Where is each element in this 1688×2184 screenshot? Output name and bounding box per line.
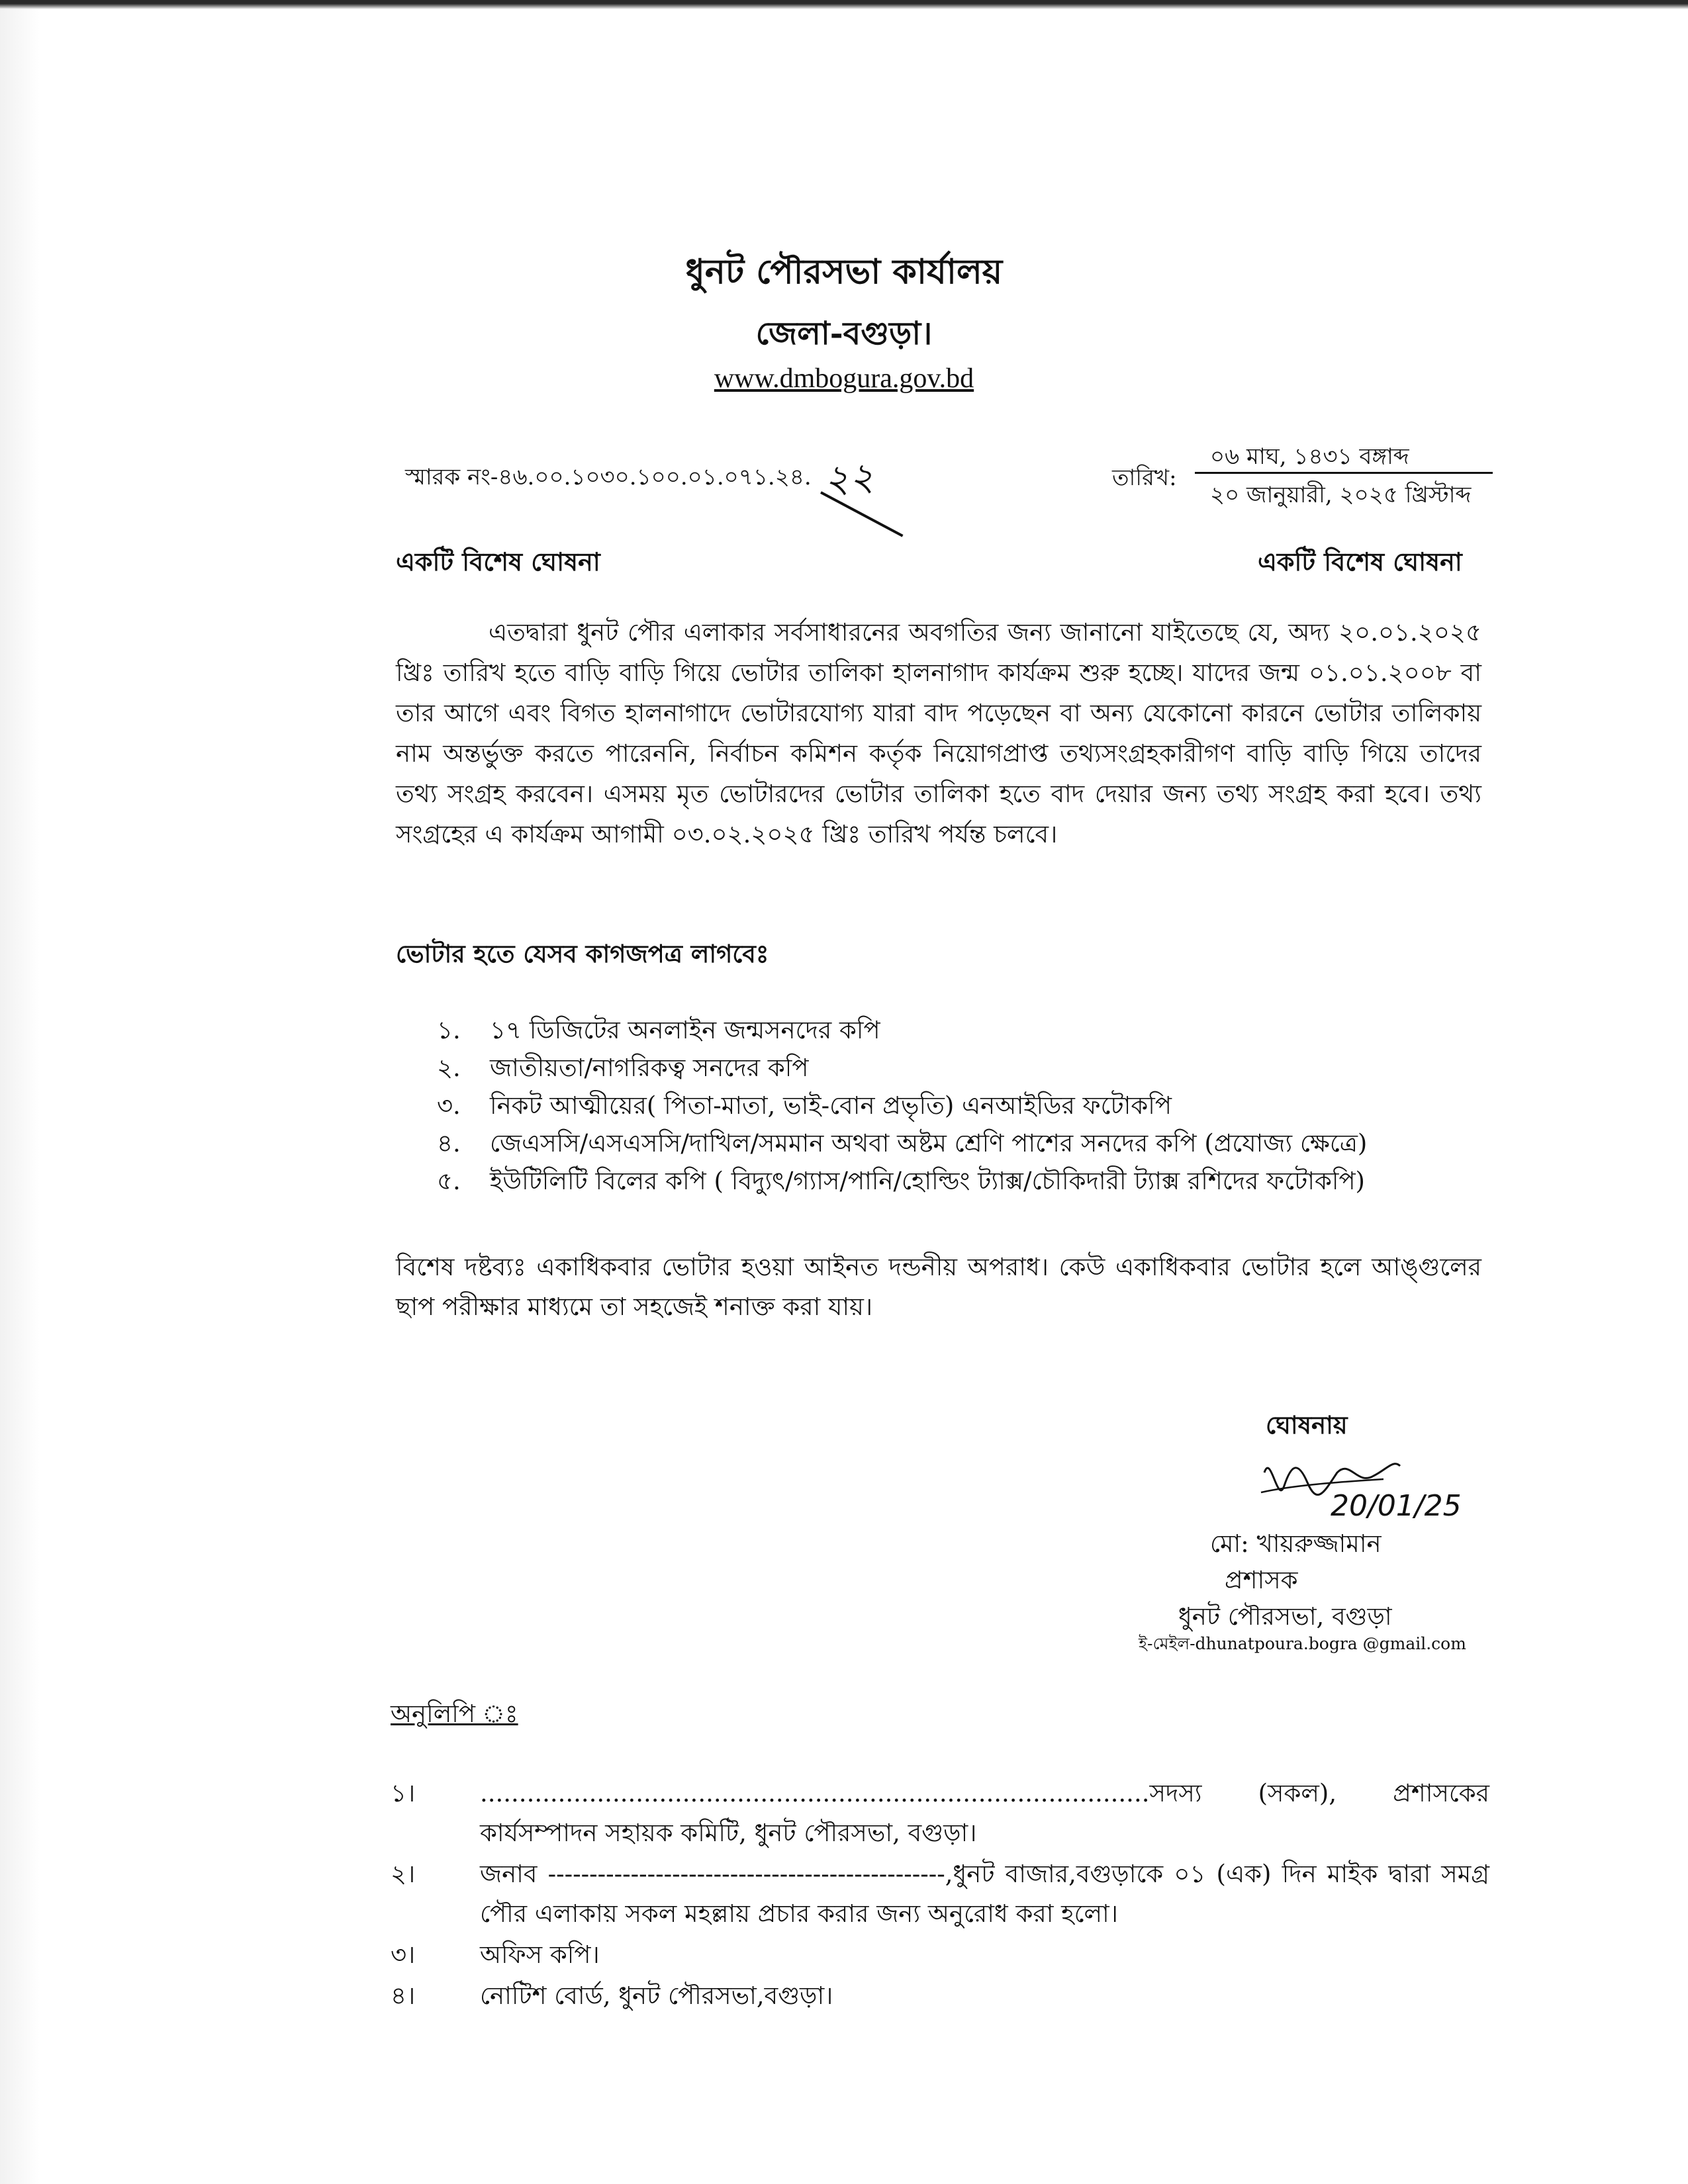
memo-handwritten-serial: ২২ bbox=[822, 453, 876, 502]
date-divider bbox=[1195, 472, 1493, 474]
list-item-number: ৫. bbox=[437, 1167, 461, 1195]
list-item bbox=[437, 1049, 1529, 1087]
signatory-name: মো: খায়রুজ্জামান bbox=[1210, 1529, 1382, 1558]
signatory-office: ধুনট পৌরসভা, বগুড়া bbox=[1178, 1602, 1392, 1631]
copies-heading: অনুলিপি ঃ bbox=[391, 1700, 518, 1728]
notice-title-left: একটি বিশেষ ঘোষনা bbox=[396, 547, 600, 576]
list-item bbox=[437, 1011, 1529, 1049]
signature-date: 20/01/25 bbox=[1331, 1489, 1462, 1523]
date-bengali-calendar: ০৬ মাঘ, ১৪৩১ বঙ্গাব্দ bbox=[1210, 443, 1409, 470]
date-gregorian-calendar: ২০ জানুয়ারী, ২০২৫ খ্রিস্টাব্দ bbox=[1210, 482, 1472, 508]
copies-list bbox=[391, 1774, 1489, 2017]
list-item-text: নিকট আত্মীয়ের( পিতা-মাতা, ভাই-বোন প্রভৃতি) এনআইডির ফটোকপি bbox=[490, 1091, 1172, 1120]
notice-title-right: একটি বিশেষ ঘোষনা bbox=[1258, 547, 1462, 576]
copy-text: ......................................................................................সদস্য (সকল), প্রশাসকের কার্যসম্পাদন সহায়ক কমিটি, ধুনট পৌরসভা, বগুড়া। bbox=[480, 1779, 1489, 1847]
copy-number: ৩। bbox=[391, 1940, 416, 1969]
date-label: তারিখ: bbox=[1112, 465, 1177, 491]
documents-list bbox=[437, 1011, 1529, 1200]
list-item-number: ৪. bbox=[437, 1129, 461, 1158]
website-link[interactable]: www.dmbogura.gov.bd bbox=[714, 363, 974, 394]
copy-text: নোটিশ বোর্ড, ধুনট পৌরসভা,বগুড়া। bbox=[480, 1981, 833, 2010]
list-item-number: ৩. bbox=[437, 1091, 461, 1120]
signatory-title: প্রশাসক bbox=[1225, 1566, 1298, 1594]
memo-number: স্মারক নং-৪৬.০০.১০৩০.১০০.০১.০৭১.২৪. bbox=[405, 464, 812, 490]
list-item bbox=[437, 1087, 1529, 1124]
list-item-text: ১৭ ডিজিটের অনলাইন জন্মসনদের কপি bbox=[490, 1016, 880, 1044]
documents-heading: ভোটার হতে যেসব কাগজপত্র লাগবেঃ bbox=[396, 939, 769, 968]
district-name: জেলা-বগুড়া। bbox=[755, 315, 933, 352]
copy-list-item bbox=[391, 1774, 1489, 1853]
handwritten-signature bbox=[1251, 1446, 1463, 1525]
special-note: বিশেষ দষ্টব্যঃ একাধিকবার ভোটার হওয়া আইনত দন্ডনীয় অপরাধ। কেউ একাধিকবার ভোটার হলে আঙ্গুলের ছাপ পরীক্ষার মাধ্যমে তা সহজেই শনাক্ত করা যায়। bbox=[396, 1253, 1481, 1321]
announcer-label: ঘোষনায় bbox=[1266, 1410, 1348, 1439]
copy-number: ১। bbox=[391, 1779, 416, 1807]
copy-number: ২। bbox=[391, 1860, 416, 1888]
list-item-text: জাতীয়তা/নাগরিকত্ব সনদের কপি bbox=[490, 1054, 809, 1082]
copy-number: ৪। bbox=[391, 1981, 416, 2010]
copy-text: জনাব ------------------------------------------------,ধুনট বাজার,বগুড়াকে ০১ (এক) দিন মাইক দ্বারা সমগ্র পৌর এলাকায় সকল মহল্লায় প্রচার করার জন্য অনুরোধ করা হলো। bbox=[480, 1860, 1489, 1928]
signatory-email: ই-মেইল-dhunatpoura.bogra @gmail.com bbox=[1139, 1634, 1466, 1653]
copy-text: অফিস কপি। bbox=[480, 1940, 600, 1969]
list-item bbox=[437, 1162, 1529, 1200]
body-paragraph: এতদ্বারা ধুনট পৌর এলাকার সর্বসাধারনের অবগতির জন্য জানানো যাইতেছে যে, অদ্য ২০.০১.২০২৫ খ্রিঃ তারিখ হতে বাড়ি বাড়ি গিয়ে ভোটার তালিকা হালনাগাদ কার্যক্রম শুরু হচ্ছে। যাদের জন্ম ০১.০১.২০০৮ বা তার আগে এবং বিগত হালনাগাদে ভোটারযোগ্য যারা বাদ পড়েছেন বা অন্য যেকোনো কারনে ভোটার তালিকায় নাম অন্তর্ভুক্ত করতে পারেননি, নির্বাচন কমিশন কর্তৃক নিয়োগপ্রাপ্ত তথ্যসংগ্রহকারীগণ বাড়ি বাড়ি গিয়ে তাদের তথ্য সংগ্রহ করবেন। এসময় মৃত ভোটারদের ভোটার তালিকা হতে বাদ দেয়ার জন্য তথ্য সংগ্রহ করা হবে। তথ্য সংগ্রহের এ কার্যক্রম আগামী ০৩.০২.২০২৫ খ্রিঃ তারিখ পর্যন্ত চলবে। bbox=[396, 618, 1481, 848]
list-item-text: ইউটিলিটি বিলের কপি ( বিদ্যুৎ/গ্যাস/পানি/হোল্ডিং ট্যাক্স/চৌকিদারী ট্যাক্স রশিদের ফটোকপি) bbox=[490, 1167, 1365, 1195]
copy-list-item bbox=[391, 1976, 1489, 2016]
list-item-number: ১. bbox=[437, 1016, 461, 1044]
copy-list-item bbox=[391, 1854, 1489, 1934]
list-item bbox=[437, 1124, 1529, 1162]
org-name: ধুনট পৌরসভা কার্যালয় bbox=[685, 251, 1003, 292]
list-item-text: জেএসসি/এসএসসি/দাখিল/সমমান অথবা অষ্টম শ্রেণি পাশের সনদের কপি (প্রযোজ্য ক্ষেত্রে) bbox=[490, 1129, 1368, 1158]
copy-list-item bbox=[391, 1935, 1489, 1975]
list-item-number: ২. bbox=[437, 1054, 461, 1082]
